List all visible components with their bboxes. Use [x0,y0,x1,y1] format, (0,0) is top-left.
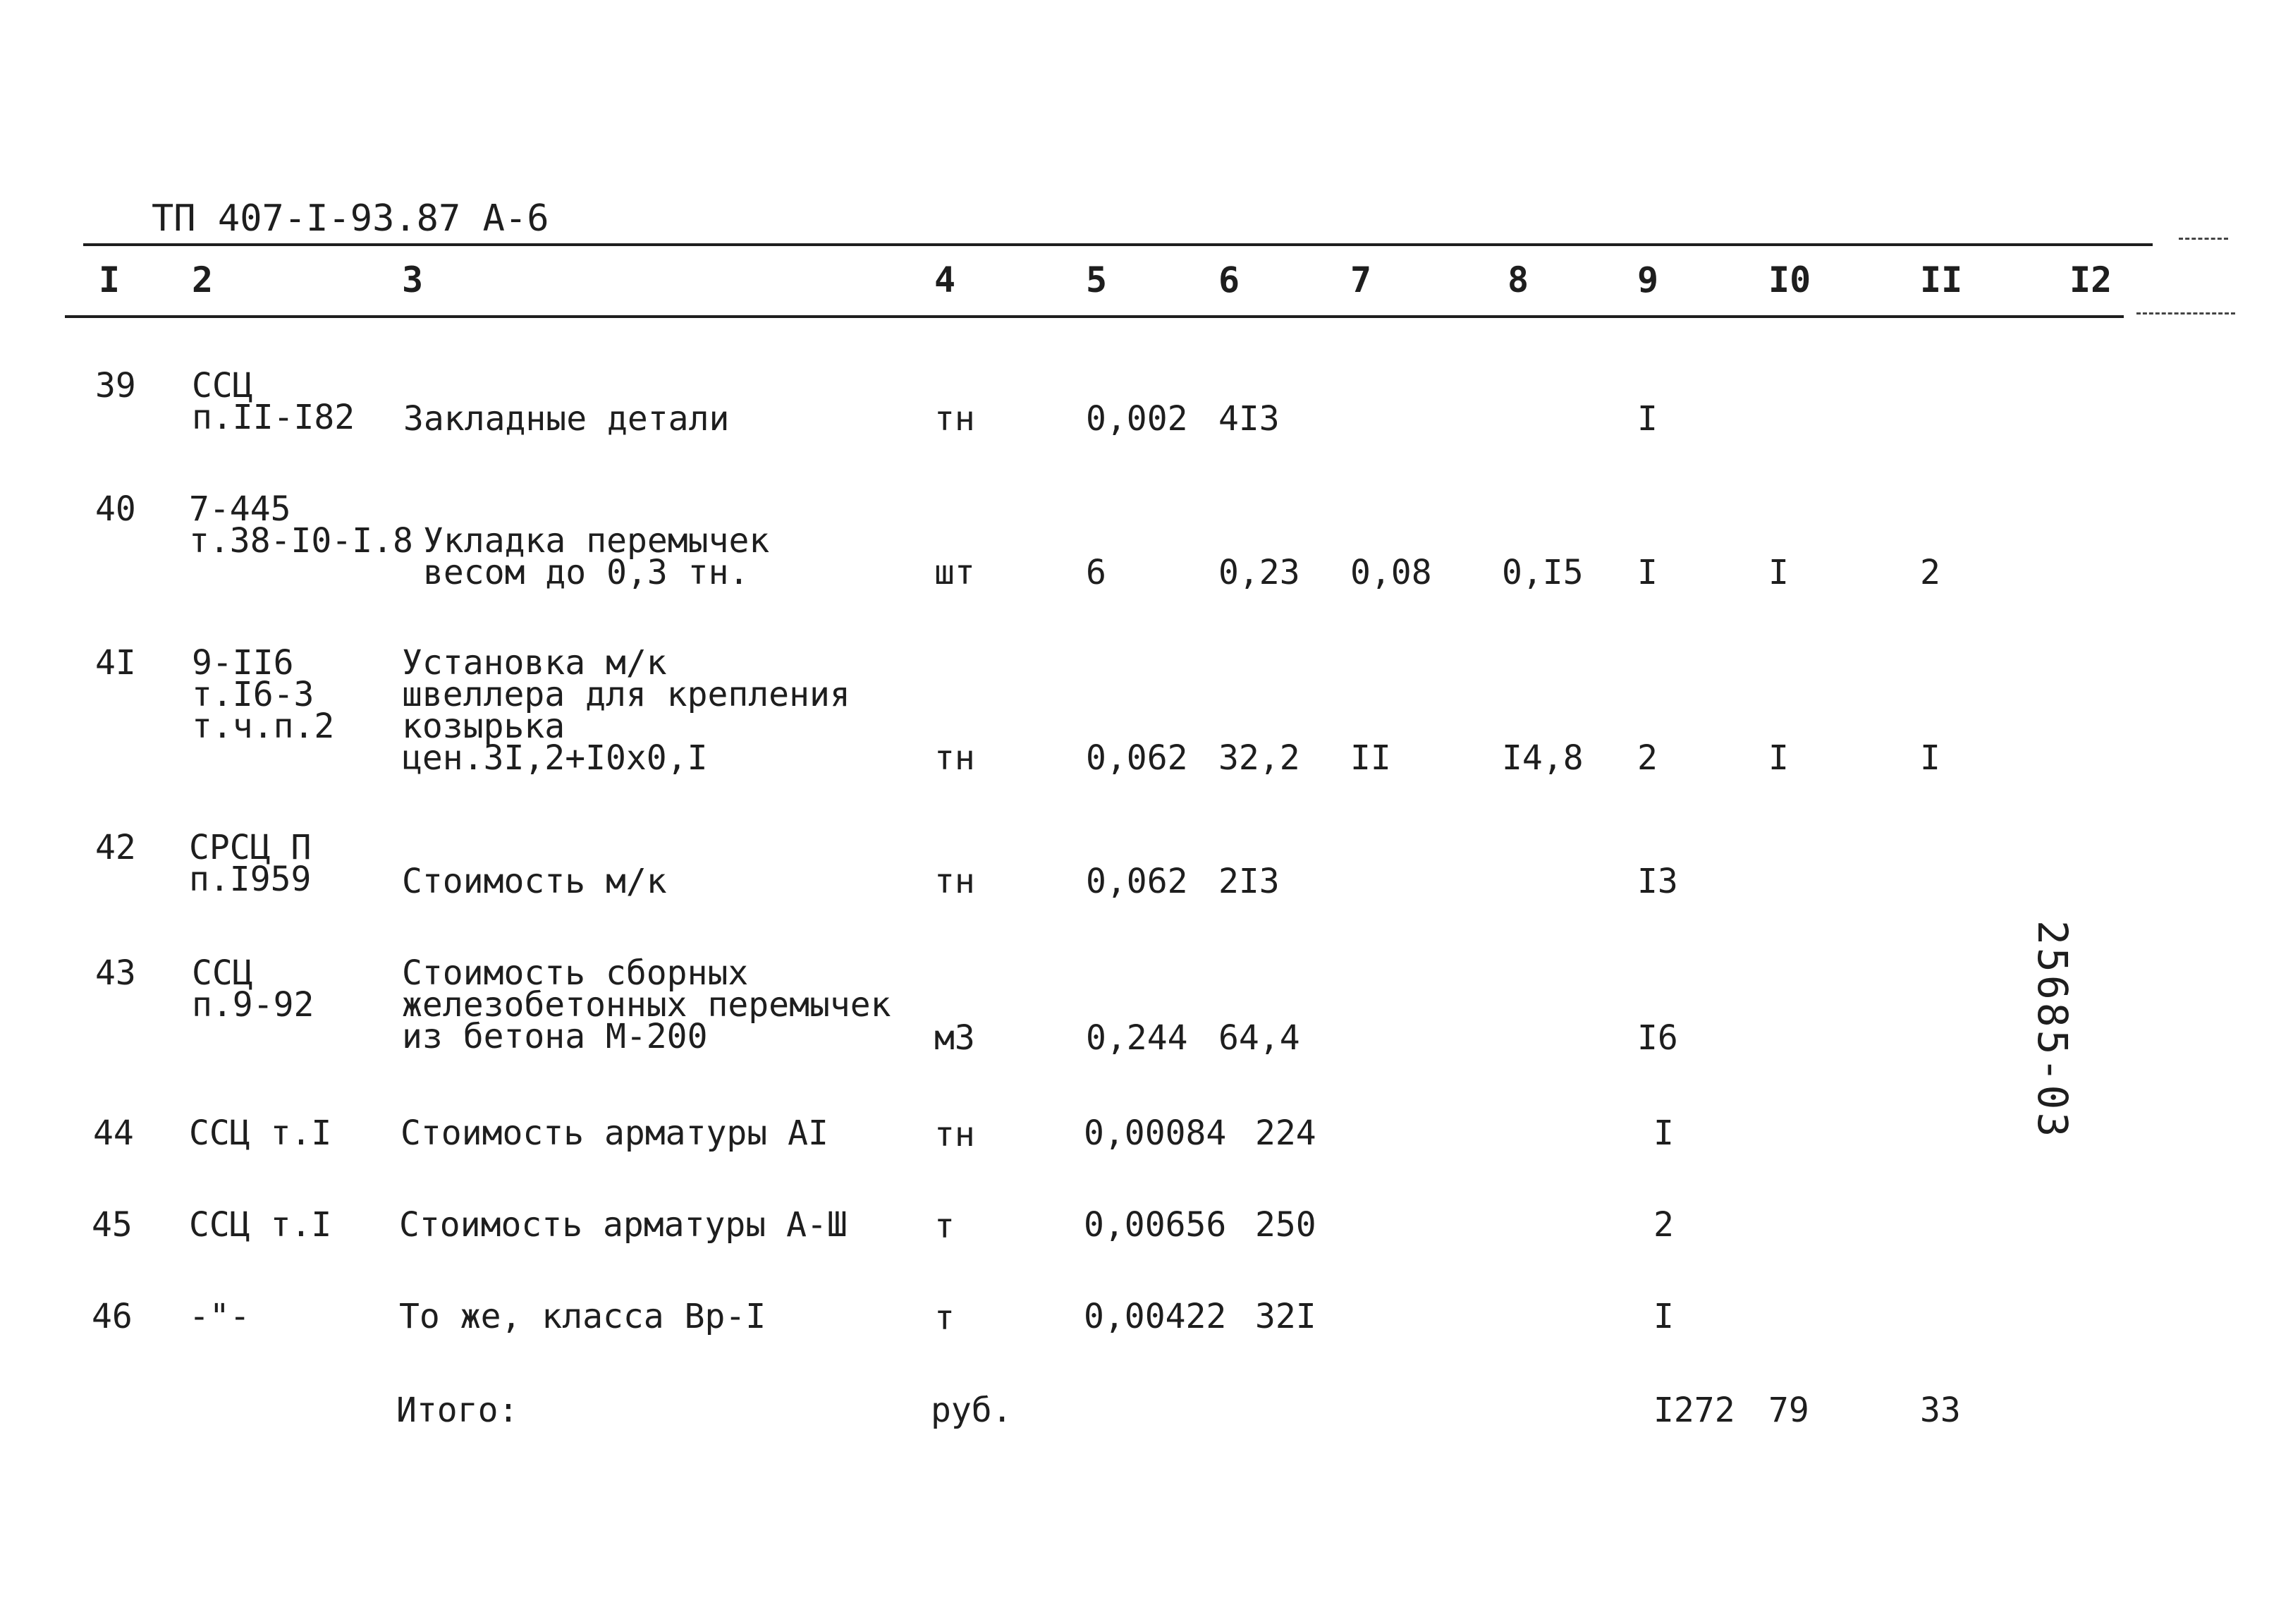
row-col9: I [1653,1297,1674,1336]
row-qty: 0,00422 [1084,1297,1227,1336]
row-unit: тн [934,1115,975,1154]
row-col7: 0,08 [1350,553,1432,592]
row-unit: т [934,1207,955,1246]
row-unit: тн [934,862,975,901]
header-bottom-rule-tail [2136,312,2235,315]
row-qty: 0,002 [1086,399,1188,439]
row-unit: шт [934,553,975,592]
row-code-line: ССЦ [192,366,253,405]
row-name-line: козырька [402,707,565,746]
row-col7: II [1350,738,1391,778]
row-code-line: п.I959 [189,860,312,899]
row-code-line: т.ч.п.2 [192,707,335,746]
row-name-line: Закладные детали [403,399,730,439]
row-col11: I [1920,738,1940,778]
row-col9: I3 [1637,862,1678,901]
row-code-line: п.9-92 [192,985,314,1025]
total-col10: 79 [1768,1391,1809,1430]
row-col9: 2 [1653,1205,1674,1245]
row-name-line: из бетона М-200 [402,1017,708,1056]
row-col9: I [1637,399,1658,439]
row-code-line: т.38-I0-I.8 [189,521,413,561]
side-stamp: 25685-03 [2029,920,2077,1140]
row-unit: м3 [934,1018,975,1058]
row-name-line: железобетонных перемычек [402,985,891,1025]
row-code-line: п.II-I82 [192,398,355,437]
row-col9: I [1637,553,1658,592]
row-name-line: Стоимость арматуры А-Ш [399,1205,848,1245]
row-col6: 32,2 [1218,738,1300,778]
row-number: 42 [95,828,136,867]
row-qty: 0,062 [1086,738,1188,778]
total-label: Итого: [396,1391,519,1430]
row-code-line: ССЦ т.I [189,1113,332,1153]
row-code-line: ССЦ [192,953,253,993]
row-unit: т [934,1298,955,1338]
col-header-7: 7 [1350,260,1372,300]
col-header-10: I0 [1768,260,1811,300]
row-qty: 0,00656 [1084,1205,1227,1245]
row-col9: 2 [1637,738,1658,778]
col-header-5: 5 [1086,260,1108,300]
row-number: 39 [95,366,136,405]
row-number: 45 [92,1205,133,1245]
col-header-12: I2 [2069,260,2112,300]
row-col9: I [1653,1113,1674,1153]
row-name-line: цен.3I,2+I0х0,I [402,738,708,778]
row-code-line: ССЦ т.I [189,1205,332,1245]
row-name-line: швеллера для крепления [402,675,850,714]
total-col9: I272 [1653,1391,1735,1430]
row-qty: 0,00084 [1084,1113,1227,1153]
row-col6: 4I3 [1218,399,1280,439]
row-col9: I6 [1637,1018,1678,1058]
row-name-line: Укладка перемычек [423,521,770,561]
row-code-line: СРСЦ П [189,828,312,867]
row-col8: I4,8 [1502,738,1584,778]
total-unit: руб. [931,1391,1013,1430]
row-number: 44 [93,1113,134,1153]
row-col10: I [1768,738,1789,778]
row-col8: 0,I5 [1502,553,1584,592]
row-name-line: Установка м/к [402,643,667,683]
row-code-line: 7-445 [189,489,291,529]
row-col11: 2 [1920,553,1940,592]
row-name-line: Стоимость м/к [402,862,667,901]
row-number: 43 [95,953,136,993]
row-code-line: т.I6-3 [192,675,314,714]
header-top-rule-tail [2179,238,2228,240]
row-name-line: Стоимость сборных [402,953,749,993]
col-header-3: 3 [402,260,424,300]
col-header-2: 2 [192,260,214,300]
col-header-9: 9 [1637,260,1659,300]
total-col11: 33 [1920,1391,1961,1430]
row-col6: 64,4 [1218,1018,1300,1058]
row-name-line: Стоимость арматуры АI [400,1113,828,1153]
row-qty: 0,062 [1086,862,1188,901]
row-col6: 32I [1255,1297,1316,1336]
row-unit: тн [934,399,975,439]
row-number: 46 [92,1297,133,1336]
header-bottom-rule [65,315,2124,318]
row-col6: 2I3 [1218,862,1280,901]
header-top-rule [83,243,2153,246]
document-code: ТП 407-I-93.87 А-6 [152,197,549,240]
col-header-6: 6 [1218,260,1240,300]
col-header-1: I [99,260,121,300]
row-name-line: весом до 0,3 тн. [423,553,750,592]
row-col6: 224 [1255,1113,1316,1153]
row-qty: 6 [1086,553,1106,592]
row-col10: I [1768,553,1789,592]
row-code-line: -"- [189,1297,250,1336]
row-unit: тн [934,738,975,778]
row-code-line: 9-II6 [192,643,294,683]
row-number: 4I [95,643,136,683]
row-number: 40 [95,489,136,529]
row-name-line: То же, класса Вр-I [399,1297,766,1336]
row-col6: 0,23 [1218,553,1300,592]
row-qty: 0,244 [1086,1018,1188,1058]
col-header-8: 8 [1508,260,1529,300]
col-header-11: II [1920,260,1963,300]
row-col6: 250 [1255,1205,1316,1245]
col-header-4: 4 [934,260,956,300]
